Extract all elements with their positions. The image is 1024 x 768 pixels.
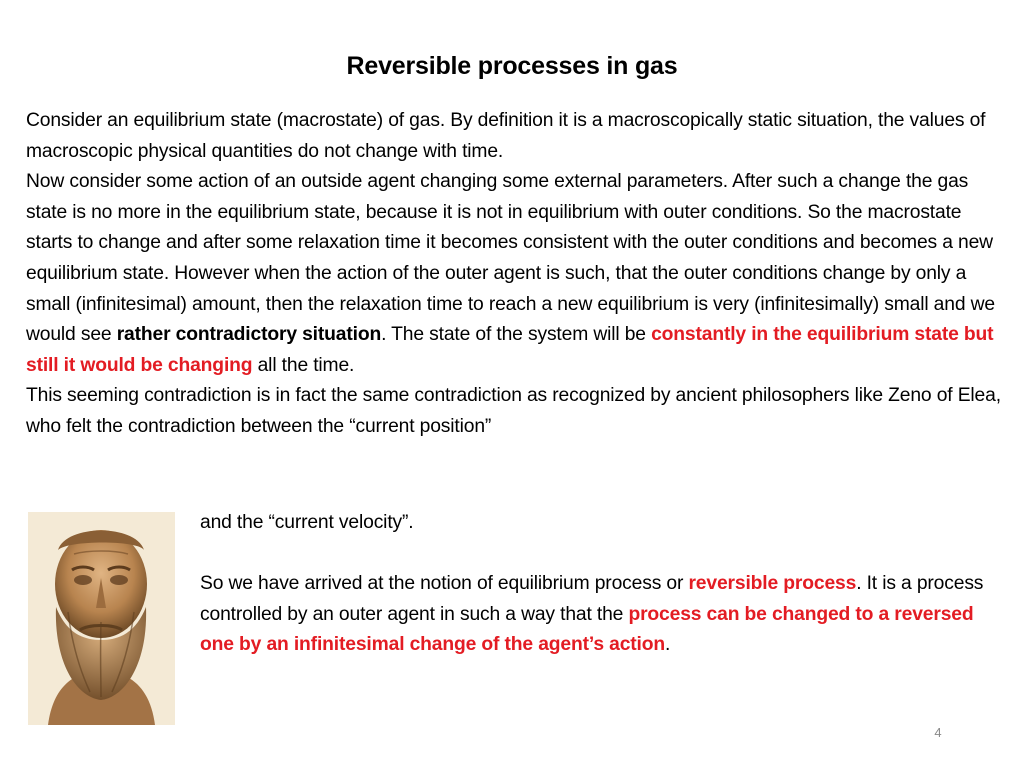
- page-number: 4: [934, 725, 942, 740]
- paragraph-zeno-continuation: and the “current velocity”.: [200, 512, 414, 533]
- bold-phrase: rather contradictory situation: [116, 324, 382, 346]
- red-emphasis-phrase: reversible process: [688, 573, 857, 595]
- paragraph-equilibrium: Consider an equilibrium state (macrostate) of gas. By definition it is a macroscopically static situation, the values of macroscopic physical quantities do not change with time.: [26, 110, 986, 162]
- philosopher-portrait-image: [28, 512, 175, 725]
- paragraph-spacer: [200, 539, 1000, 570]
- text-segment: all the time.: [252, 354, 355, 376]
- philosopher-bust-icon: [28, 512, 175, 725]
- paragraph-reversible-process: [200, 569, 1000, 661]
- text-segment: So we have arrived at the notion of equilibrium process or: [200, 573, 689, 595]
- red-emphasis-phrase: constantly in the equilibrium state but still it would be changing: [26, 324, 994, 376]
- text-segment: .: [665, 634, 671, 656]
- slide-title: Reversible processes in gas: [346, 52, 678, 80]
- main-text-block: [26, 106, 1001, 443]
- paragraph-outside-agent: [26, 167, 1001, 381]
- text-segment: . The state of the system will be: [381, 324, 652, 346]
- paragraph-zeno: This seeming contradiction is in fact the same contradiction as recognized by ancient philosophers like Zeno of Elea, who felt the contradiction between the “current position”: [26, 385, 1001, 437]
- lower-text-block: [200, 508, 1000, 661]
- text-segment: . It is a process controlled by an outer agent in such a way that the: [200, 573, 984, 625]
- red-emphasis-phrase: process can be changed to a reversed one by an infinitesimal change of the agent’s action: [200, 603, 974, 656]
- text-segment: Now consider some action of an outside agent changing some external parameters. After such a change the gas state is no more in the equilibrium state, because it is not in equilibrium with outer conditions. So the macrostate starts to change and after some relaxation time it becomes consistent with the outer conditions and becomes a new equilibrium state. However when the action of the outer agent is such, that the outer conditions change by only a small (infinitesimal) amount, then the relaxation time to reach a new equilibrium is very (infinitesimally) small and we would see: [26, 171, 995, 346]
